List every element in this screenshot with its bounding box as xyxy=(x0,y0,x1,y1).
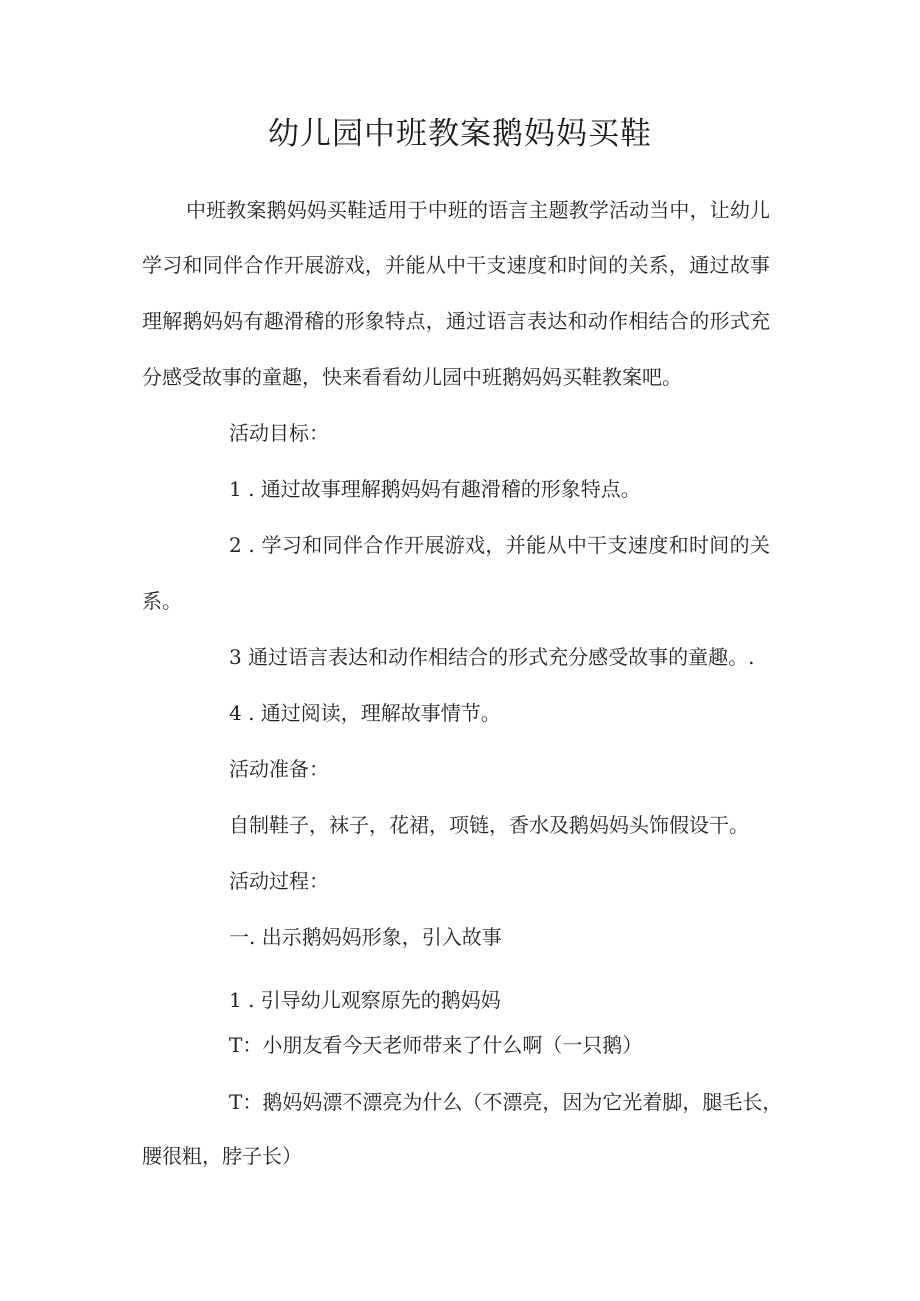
intro-line-2: 学习和同伴合作开展游戏，并能从中干支速度和时间的关系，通过故事 xyxy=(142,253,770,277)
page-title: 幼儿园中班教案鹅妈妈买鞋 xyxy=(268,116,652,152)
intro-line-3: 理解鹅妈妈有趣滑稽的形象特点，通过语言表达和动作相结合的形式充 xyxy=(142,309,770,333)
dialog-line-1: T：小朋友看今天老师带来了什么啊（一只鹅） xyxy=(229,1033,643,1057)
process-heading: 活动过程： xyxy=(229,869,329,893)
intro-line-1: 中班教案鹅妈妈买鞋适用于中班的语言主题教学活动当中，让幼儿 xyxy=(186,198,770,222)
goal-item-4: 4 . 通过阅读，理解故事情节。 xyxy=(229,701,501,725)
step-one-heading: 一. 出示鹅妈妈形象，引入故事 xyxy=(229,925,502,949)
step-one-item-1: 1 . 引导幼儿观察原先的鹅妈妈 xyxy=(229,988,501,1012)
prep-text: 自制鞋子，袜子，花裙，项链，香水及鹅妈妈头饰假设干。 xyxy=(229,813,749,837)
goal-item-2: 2 . 学习和同伴合作开展游戏，并能从中干支速度和时间的关 xyxy=(229,533,770,557)
goals-heading: 活动目标： xyxy=(229,421,329,445)
dialog-line-2-continued: 腰很粗，脖子长） xyxy=(142,1144,302,1168)
dialog-line-2: T：鹅妈妈漂不漂亮为什么（不漂亮，因为它光着脚，腿毛长， xyxy=(229,1090,783,1114)
goal-item-3: 3 通过语言表达和动作相结合的形式充分感受故事的童趣。. xyxy=(229,645,755,669)
prep-heading: 活动准备： xyxy=(229,757,329,781)
goal-item-1: 1 . 通过故事理解鹅妈妈有趣滑稽的形象特点。 xyxy=(229,477,641,501)
intro-line-4: 分感受故事的童趣，快来看看幼儿园中班鹅妈妈买鞋教案吧。 xyxy=(142,365,682,389)
goal-item-2-continued: 系。 xyxy=(142,589,182,613)
